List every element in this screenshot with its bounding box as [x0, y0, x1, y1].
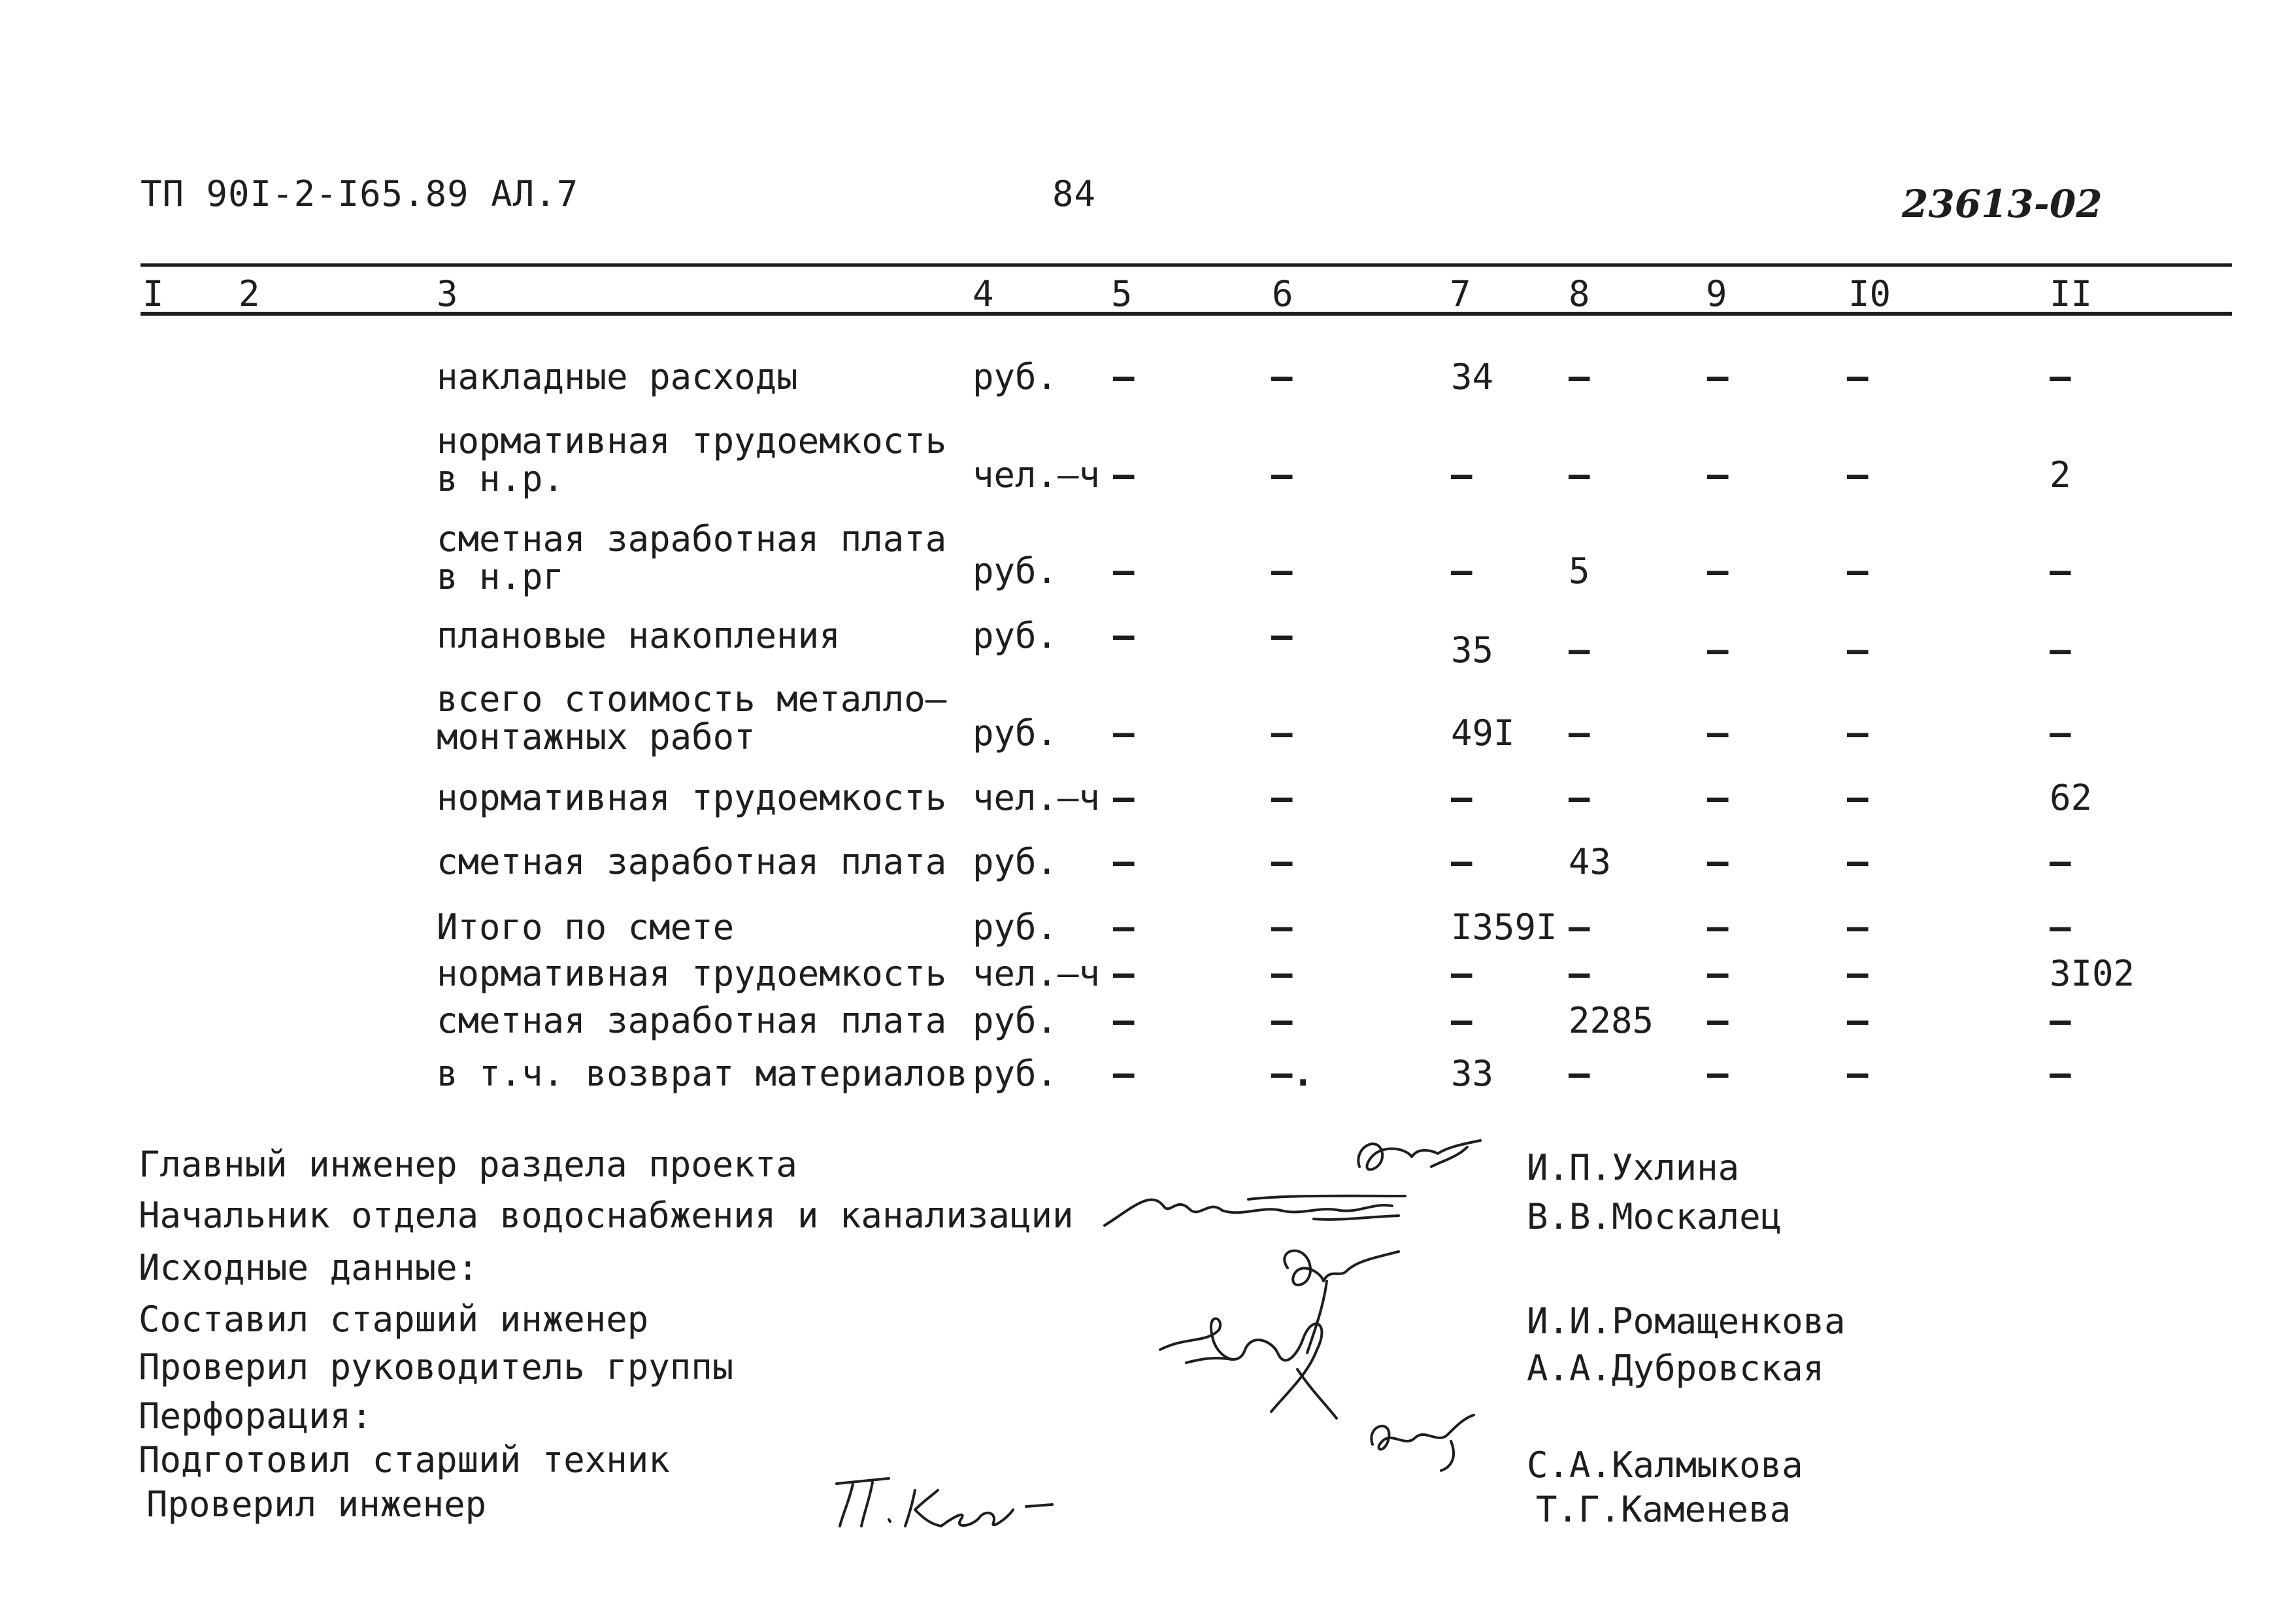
cell-col9: – — [1707, 841, 1729, 882]
cell-col6: – — [1271, 454, 1293, 495]
column-number: II — [2050, 273, 2093, 314]
column-number: 2 — [239, 273, 260, 314]
column-number: 7 — [1450, 273, 1471, 314]
row-unit: руб. — [973, 712, 1058, 754]
row-unit: руб. — [973, 907, 1058, 948]
row-description: накладные расходы — [437, 356, 798, 397]
row-description: сметная заработная плата в н.рг — [437, 518, 947, 597]
cell-col7: – — [1451, 953, 1472, 994]
cell-col5: – — [1113, 712, 1135, 754]
verified-name: Т.Г.Каменева — [1536, 1489, 1791, 1530]
cell-col5: – — [1113, 841, 1135, 882]
row-description: сметная заработная плата — [437, 1000, 947, 1041]
chief-engineer-name: И.П.Ухлина — [1527, 1147, 1740, 1188]
column-number: 9 — [1706, 273, 1727, 314]
cell-col5: – — [1113, 454, 1135, 495]
cell-col11: 62 — [2050, 777, 2093, 818]
cell-col7: – — [1451, 454, 1472, 495]
cell-col6: – — [1271, 907, 1293, 948]
cell-col6: – — [1271, 1000, 1293, 1041]
cell-col8: 43 — [1569, 841, 1612, 882]
cell-col9: – — [1707, 629, 1729, 671]
cell-col7: 34 — [1451, 356, 1494, 397]
cell-col11: 2 — [2050, 454, 2071, 495]
row-unit: чел.–ч — [973, 454, 1101, 495]
checked-name: А.А.Дубровская — [1527, 1348, 1825, 1389]
cell-col5: – — [1113, 1053, 1135, 1094]
cell-col7: 33 — [1451, 1053, 1494, 1094]
cell-col9: – — [1707, 1000, 1729, 1041]
table-top-rule — [141, 263, 2232, 267]
cell-col9: – — [1707, 907, 1729, 948]
row-description: нормативная трудоемкость — [437, 777, 947, 818]
cell-col8: 2285 — [1569, 1000, 1654, 1041]
cell-col9: – — [1707, 1053, 1729, 1094]
row-unit: чел.–ч — [973, 777, 1101, 818]
column-number: I0 — [1848, 273, 1891, 314]
checked-label: Проверил руководитель группы — [139, 1346, 734, 1388]
column-number: 5 — [1111, 273, 1133, 314]
cell-col6: – — [1271, 953, 1293, 994]
cell-col11: – — [2050, 356, 2071, 397]
cell-col8: – — [1569, 712, 1590, 754]
column-number: I — [142, 273, 164, 314]
cell-col9: – — [1707, 953, 1729, 994]
cell-col10: – — [1847, 712, 1869, 754]
cell-col8: – — [1569, 454, 1590, 495]
cell-col8: – — [1569, 356, 1590, 397]
row-description: всего стоимость металло– монтажных работ — [437, 678, 947, 758]
cell-col10: – — [1847, 777, 1869, 818]
cell-col10: – — [1847, 1053, 1869, 1094]
cell-col7: – — [1451, 841, 1472, 882]
signature-dubrovskaya — [1147, 1297, 1369, 1428]
dept-head-name: В.В.Москалец — [1527, 1196, 1782, 1237]
cell-col11: – — [2050, 712, 2071, 754]
cell-col7: – — [1451, 550, 1472, 591]
archive-number: 23613-02 — [1902, 182, 2103, 226]
column-number: 4 — [973, 273, 994, 314]
cell-col5: – — [1113, 550, 1135, 591]
cell-col7: 35 — [1451, 629, 1494, 671]
cell-col10: – — [1847, 454, 1869, 495]
cell-col7: – — [1451, 1000, 1472, 1041]
cell-col8: 5 — [1569, 550, 1590, 591]
row-description: плановые накопления — [437, 615, 840, 656]
cell-col10: – — [1847, 907, 1869, 948]
cell-col6: – — [1271, 777, 1293, 818]
row-description: нормативная трудоемкость — [437, 953, 947, 994]
dept-head-label: Начальник отдела водоснабжения и канализации — [139, 1195, 1074, 1236]
cell-col11: – — [2050, 550, 2071, 591]
column-number: 3 — [437, 273, 458, 314]
cell-col8: – — [1569, 777, 1590, 818]
verified-label: Проверил инженер — [146, 1484, 487, 1525]
cell-col11: 3I02 — [2050, 953, 2135, 994]
cell-col8: – — [1569, 629, 1590, 671]
cell-col10: – — [1847, 841, 1869, 882]
prepared-name: С.А.Калмыкова — [1527, 1444, 1803, 1486]
cell-col11: – — [2050, 1000, 2071, 1041]
cell-col9: – — [1707, 356, 1729, 397]
cell-col11: – — [2050, 907, 2071, 948]
cell-col6: – — [1271, 712, 1293, 754]
cell-col5: – — [1113, 953, 1135, 994]
cell-col9: – — [1707, 454, 1729, 495]
cell-col11: – — [2050, 629, 2071, 671]
cell-col9: – — [1707, 712, 1729, 754]
perforation-label: Перфорация: — [139, 1395, 373, 1437]
compiled-label: Составил старший инженер — [139, 1299, 649, 1340]
cell-col6: – — [1271, 841, 1293, 882]
row-description: Итого по смете — [437, 907, 735, 948]
cell-col10: – — [1847, 1000, 1869, 1041]
row-description: в т.ч. возврат материалов — [437, 1053, 968, 1094]
column-number: 8 — [1569, 273, 1590, 314]
cell-col5: – — [1113, 1000, 1135, 1041]
cell-col6: – — [1271, 550, 1293, 591]
cell-col7: I359I — [1451, 907, 1557, 948]
row-description: нормативная трудоемкость в н.р. — [437, 420, 947, 499]
cell-col9: – — [1707, 550, 1729, 591]
cell-col7: – — [1451, 777, 1472, 818]
cell-col11: – — [2050, 841, 2071, 882]
cell-col8: – — [1569, 1053, 1590, 1094]
cell-col11: – — [2050, 1053, 2071, 1094]
cell-col8: – — [1569, 953, 1590, 994]
compiled-name: И.И.Ромащенкова — [1527, 1301, 1846, 1342]
cell-col5: – — [1113, 777, 1135, 818]
row-unit: руб. — [973, 550, 1058, 591]
cell-col5: – — [1113, 907, 1135, 948]
cell-col6: – — [1271, 356, 1293, 397]
cell-col10: – — [1847, 550, 1869, 591]
cell-col6: –. — [1271, 1053, 1314, 1094]
row-unit: чел.–ч — [973, 953, 1101, 994]
signature-kalmykova — [1353, 1405, 1484, 1477]
cell-col8: – — [1569, 907, 1590, 948]
chief-engineer-label: Главный инженер раздела проекта — [139, 1144, 797, 1185]
cell-col5: – — [1113, 615, 1135, 656]
cell-col7: 49I — [1451, 712, 1515, 754]
row-unit: руб. — [973, 1000, 1058, 1041]
cell-col9: – — [1707, 777, 1729, 818]
document-code: ТП 90I-2-I65.89 АЛ.7 — [141, 173, 579, 214]
page-number: 84 — [1052, 173, 1097, 214]
cell-col5: – — [1113, 356, 1135, 397]
cell-col10: – — [1847, 629, 1869, 671]
source-data-label: Исходные данные: — [139, 1247, 479, 1288]
row-unit: руб. — [973, 615, 1058, 656]
row-unit: руб. — [973, 841, 1058, 882]
cell-col10: – — [1847, 953, 1869, 994]
row-description: сметная заработная плата — [437, 841, 947, 882]
signature-kamenneva — [817, 1464, 1078, 1536]
row-unit: руб. — [973, 356, 1058, 397]
cell-col10: – — [1847, 356, 1869, 397]
signature-moskalets — [1091, 1170, 1431, 1242]
cell-col6: – — [1271, 615, 1293, 656]
prepared-label: Подготовил старший техник — [139, 1439, 670, 1480]
row-unit: руб. — [973, 1053, 1058, 1094]
column-number: 6 — [1272, 273, 1293, 314]
